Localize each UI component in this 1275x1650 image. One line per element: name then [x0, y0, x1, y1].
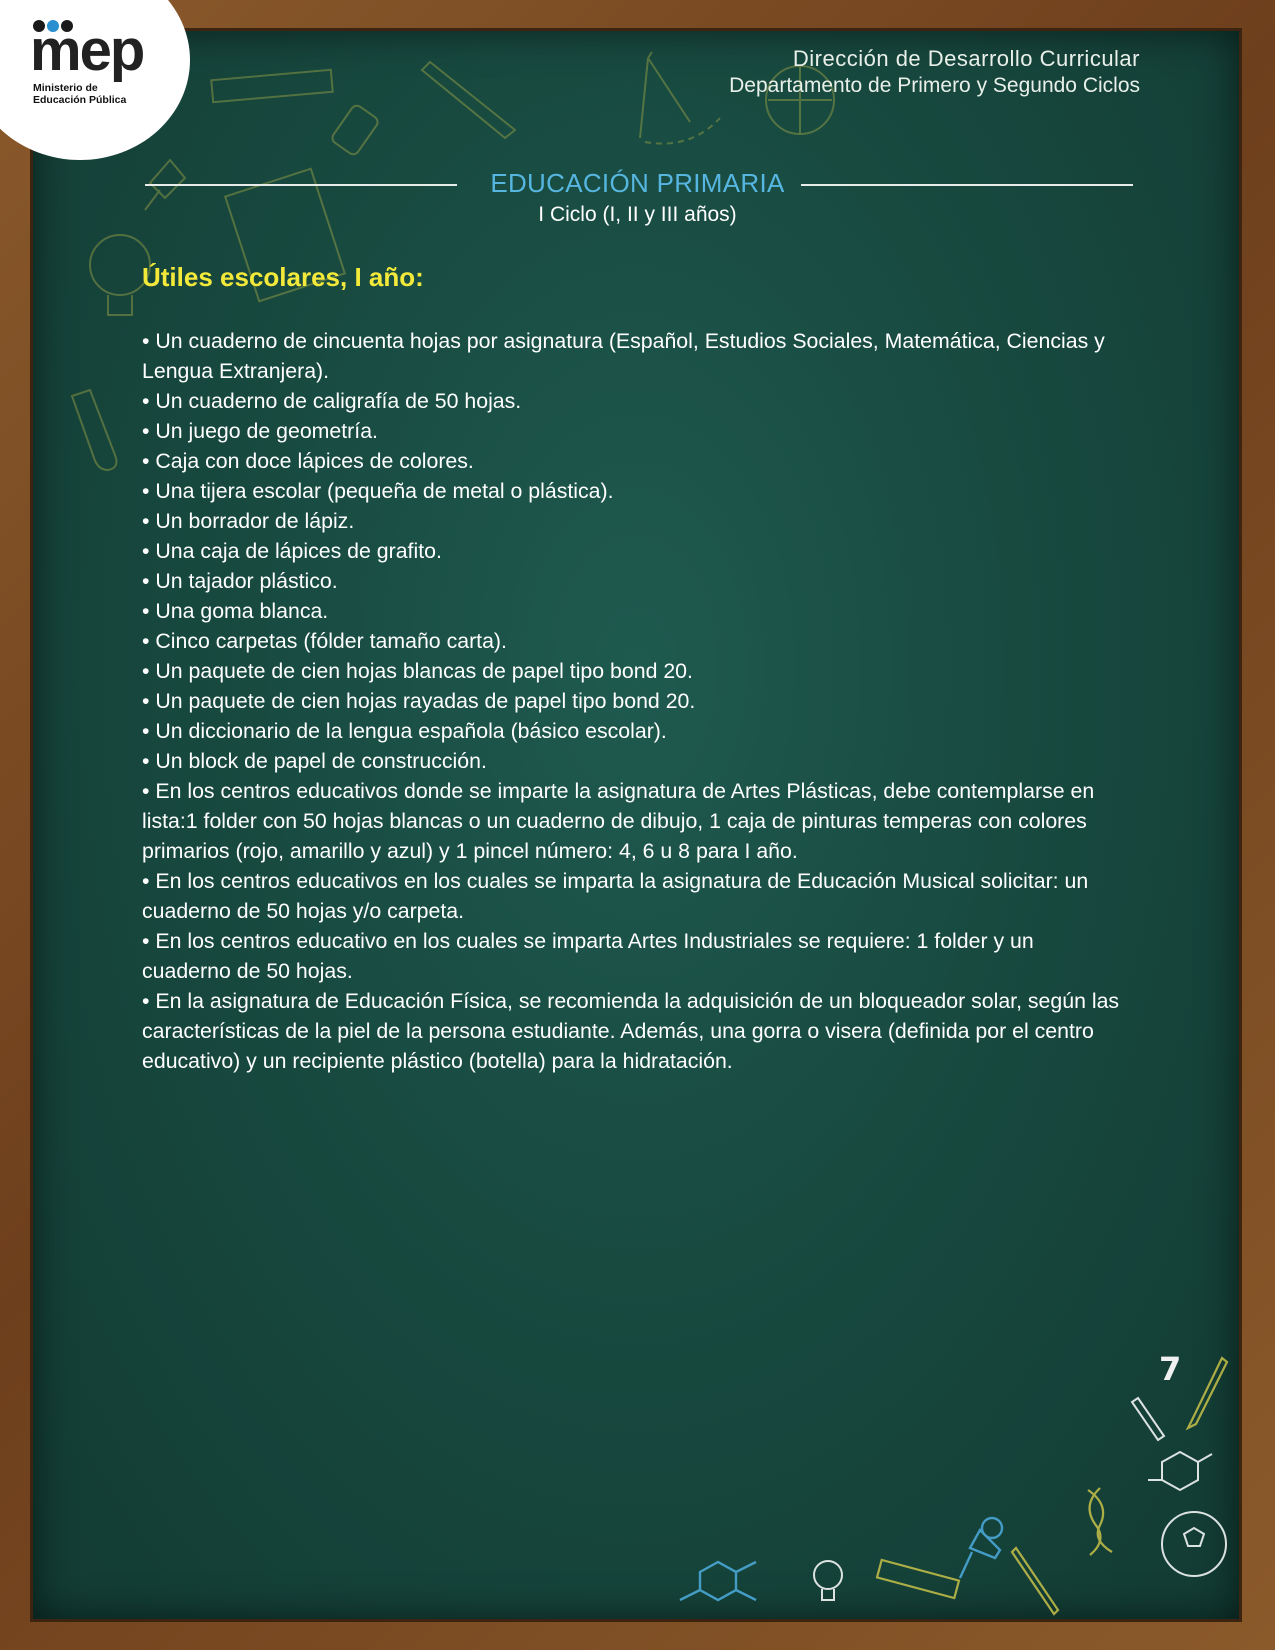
department-name: Departamento de Primero y Segundo Ciclos [729, 74, 1140, 97]
test-tube-icon [72, 390, 116, 470]
page-subtitle: I Ciclo (I, II y III años) [538, 203, 737, 226]
list-item: • En los centros educativos donde se imparte la asignatura de Artes Plásticas, debe contemplarse en lista:1 folder con 50 hojas blancas o un cuaderno de dibujo, 1 caja de pinturas temperas con colores primarios (rojo, amarillo y azul) y 1 pincel número: 4, 6 u 8 para I año. [142, 779, 1095, 863]
list-item: • Caja con doce lápices de colores. [142, 449, 474, 473]
directorate-name: Dirección de Desarrollo Curricular [792, 46, 1140, 71]
soccer-ball-icon [1162, 1512, 1226, 1576]
pushpin-icon [960, 1518, 1002, 1578]
list-item: • Un juego de geometría. [142, 419, 378, 443]
page-title: EDUCACIÓN PRIMARIA [490, 168, 785, 198]
list-item: • Una tijera escolar (pequeña de metal o plástica). [142, 479, 614, 503]
eraser-icon [330, 103, 380, 156]
molecule-icon [1148, 1452, 1212, 1490]
logo-subtitle-line2: Educación Pública [33, 94, 127, 106]
logo-subtitle [33, 82, 126, 106]
list-item: • En la asignatura de Educación Física, se recomienda la adquisición de un bloqueador solar, según las características de la piel de la persona estudiante. Además, una gorra o visera (definida por el centro educativo) y un recipiente plástico (botella) para la hidratación. [142, 989, 1120, 1073]
list-item: • Un cuaderno de cincuenta hojas por asignatura (Español, Estudios Sociales, Matemática, Ciencias y Lengua Extranjera). [142, 329, 1105, 383]
mep-logo: mep [30, 18, 144, 83]
department-header [729, 46, 1140, 98]
list-item: • En los centros educativo en los cuales se imparta Artes Industriales se requiere: 1 folder y un cuaderno de 50 hojas. [142, 929, 1034, 983]
section-heading: Útiles escolares, I año: [142, 262, 424, 292]
molecule-icon [680, 1562, 756, 1600]
list-item: • Un borrador de lápiz. [142, 509, 355, 533]
list-item: • En los centros educativos en los cuales se imparta la asignatura de Educación Musical solicitar: un cuaderno de 50 hojas y/o carpeta. [142, 869, 1089, 923]
logo-subtitle-line1: Ministerio de [33, 82, 98, 94]
list-item: • Un paquete de cien hojas blancas de papel tipo bond 20. [142, 659, 693, 683]
compass-icon [640, 52, 720, 144]
pencil-icon [1188, 1358, 1227, 1428]
pencil-icon [1132, 1398, 1164, 1440]
list-item: • Una goma blanca. [142, 599, 329, 623]
page-number: 7 [1159, 1350, 1182, 1388]
list-item: • Cinco carpetas (fólder tamaño carta). [142, 629, 507, 653]
list-item: • Un diccionario de la lengua española (básico escolar). [142, 719, 667, 743]
pencil-icon [422, 62, 515, 138]
list-item: • Un paquete de cien hojas rayadas de papel tipo bond 20. [142, 689, 696, 713]
dna-icon [1088, 1488, 1112, 1555]
pen-icon [1012, 1548, 1058, 1614]
supply-list [142, 326, 1122, 1076]
list-item: • Un tajador plástico. [142, 569, 338, 593]
list-item: • Un block de papel de construcción. [142, 749, 487, 773]
title-block [0, 168, 1275, 227]
ruler-icon [211, 70, 332, 102]
list-item: • Una caja de lápices de grafito. [142, 539, 442, 563]
list-item: • Un cuaderno de caligrafía de 50 hojas. [142, 389, 522, 413]
ruler-icon [877, 1560, 959, 1598]
lightbulb-icon [814, 1561, 842, 1600]
lightbulb-icon [90, 235, 150, 315]
